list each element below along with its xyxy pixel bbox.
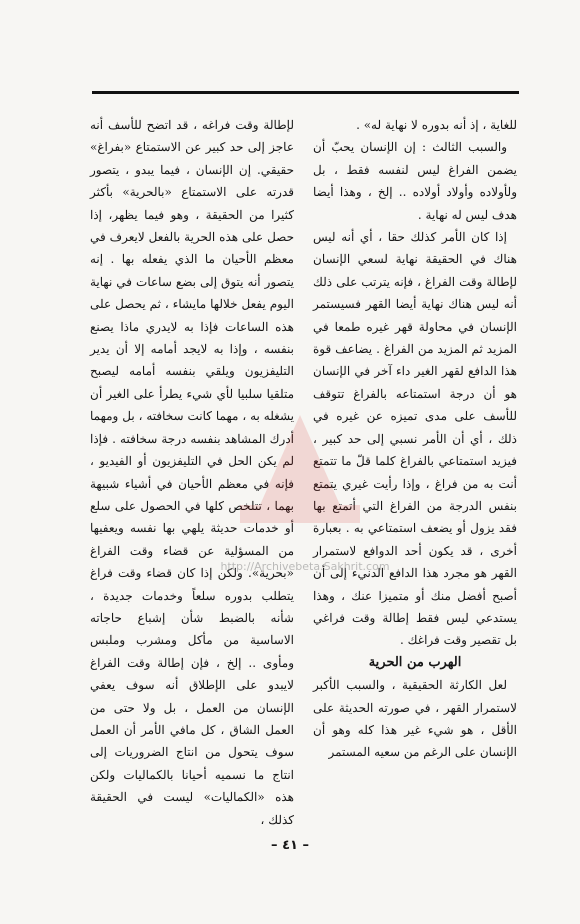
left-column: [90, 114, 294, 831]
page-number: – ٤١ –: [271, 838, 309, 853]
paragraph: إذا كان الأمر كذلك حقا ، أي أنه ليس هناك في الحقيقة نهاية لسعي الإنسان لإطالة وقت الفراغ ، فإنه يترتب على ذلك أنه ليس هناك نهاية أيضا القهر فسيستمر الإنسان في محاولة قهر غيره طمعا في المزيد ثم المزيد من الفراغ . يضاعف قوة هذا الدافع لقهر الغير داء آخر في الإنسان هو أن درجة استمتاعه بالفراغ تتوقف للأسف على مدى تميزه عن غيره في ذلك ، أي أن الأمر نسبي إلى حد كبير ، فيزيد استمتاعي بالفراغ كلما قلّ ما تتمتع أنت به من فراغ ، وإذا رأيت غيري يتمتع بنفس الدرجة من الفراغ التي أتمتع بها فقد يزول أو يضعف استمتاعي به . بعبارة أخرى ، قد يكون أحد الدوافع لاستمرار القهر هو مجرد هذا الدافع الدنيء إلى أن أصبح أفضل منك أو متميزا عنك ، وهذا يستدعي ليس فقط إطالة وقت فراغي بل تقصير وقت فراغك .: [313, 230, 517, 648]
paragraph: والسبب الثالث : إن الإنسان يحبّ أن يضمن الفراغ ليس لنفسه فقط ، بل ولأولاده وأولاد أولاده .. إلخ ، وهذا أيضا هدف ليس له نهاية .: [313, 140, 517, 222]
top-rule: [92, 91, 519, 94]
watermark-url: http://Archivebeta.Sakhrit.com: [220, 560, 390, 573]
paragraph: لإطالة وقت فراغه ، قد اتضح للأسف أنه عاجز إلى حد كبير عن الاستمتاع «بفراغ» حقيقي. إن الإنسان ، فيما يبدو ، يتصور قدرته على الاستمتاع «بالحرية» بأكثر كثيرا من الحقيقة ، وهو فيما يظهر، إذا حصل على هذه الحرية بالفعل لايعرف في معظم الأحيان ما الذي يفعله بها . إنه يتصور أنه يتوق إلى بضع ساعات في نهاية اليوم يفعل خلالها مايشاء ، ثم يحصل على هذه الساعات فإذا به لايدري ماذا يصنع بنفسه ، وإذا به لايجد أمامه إلا أن يدير التليفزيون ويلقي بنفسه أمامه ليصبح متلقيا سلبيا لأي شيء يطرأ على الغير أن يشغله به ، مهما كانت سخافته ، بل ومهما أدرك المشاهد بنفسه درجة سخافته . فإذا لم يكن الحل في التليفزيون أو الفيديو ، فإنه في معظم الأحيان في أشياء شبيهة بهما ، تتلخص كلها في الحصول على سلع أو خدمات حديثة يلهي بها نفسه ويعفيها من المسؤلية عن قضاء وقت الفراغ «بحرية». ولكن إذا كان قضاء وقت فراغ يتطلب بدوره سلعاً وخدمات جديدة ، شأنه بالضبط شأن إشباع حاجاته الاساسية من مأكل ومشرب وملبس ومأوى .. إلخ ، فإن إطالة وقت الفراغ لايبدو على الإطلاق أنه سوف يعفي الإنسان من العمل ، بل ولا حتى من العمل الشاق ، كل مافي الأمر أن العمل سوف يتحول من انتاج الضروريات إلى انتاج ما نسميه أحيانا بالكماليات ولكن هذه «الكماليات» ليست في الحقيقة كذلك ،: [90, 118, 294, 827]
paragraph: لعل الكارثة الحقيقية ، والسبب الأكبر لاستمرار القهر ، في صورته الحديثة على الأقل ، هو شيء غير هذا كله وهو أن الإنسان على الرغم من سعيه المستمر: [313, 678, 517, 760]
section-heading: الهرب من الحرية: [368, 654, 462, 670]
paragraph: للغاية ، إذ أنه بدوره لا نهاية له» .: [356, 118, 517, 132]
right-column: [313, 114, 517, 764]
